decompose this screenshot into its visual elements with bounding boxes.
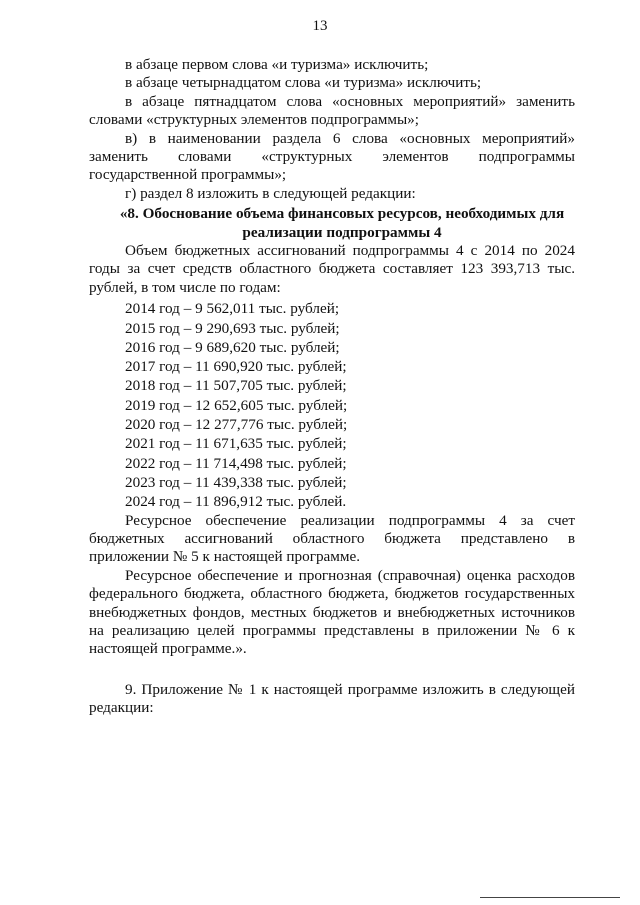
list-item: 2020 год – 12 277,776 тыс. рублей; [125,416,348,434]
section-heading: «8. Обоснование объема финансовых ресурсов, необходимых для реализации подпрограммы 4 [119,205,565,241]
resource-paragraph-2: Ресурсное обеспечение и прогнозная (справочная) оценка расходов федерального бюджета, областного бюджета, бюджетов государственных внебюджетных фондов, местных бюджетов и внебюджетных источников на реализацию целей программы представлены в приложении № 6 к настоящей программе.». [89,566,575,658]
list-item: 2014 год – 9 562,011 тыс. рублей; [125,300,340,318]
resource-paragraph-1: Ресурсное обеспечение реализации подпрограммы 4 за счет бюджетных ассигнований областного бюджета представлено в приложении № 5 к настоящей программе. [89,511,575,566]
list-item: 2021 год – 11 671,635 тыс. рублей; [125,435,347,453]
page-number: 13 [312,18,328,34]
intro-paragraph-3: в абзаце пятнадцатом слова «основных мероприятий» заменить словами «структурных элементов подпрограммы»; [89,92,575,129]
intro-paragraph-5: г) раздел 8 изложить в следующей редакции: [125,184,416,202]
list-item: 2023 год – 11 439,338 тыс. рублей; [125,473,347,491]
spacer [89,659,575,681]
list-item: 2016 год – 9 689,620 тыс. рублей; [125,338,340,356]
intro-paragraph-1: в абзаце первом слова «и туризма» исключить; [125,56,429,73]
yearly-funding-list [89,299,575,511]
intro-paragraph-2: в абзаце четырнадцатом слова «и туризма» исключить; [125,74,482,92]
volume-paragraph: Объем бюджетных ассигнований подпрограммы 4 с 2014 по 2024 годы за счет средств областного бюджета составляет 123 393,713 тыс. рублей, в том числе по годам: [89,242,575,296]
list-item: 2015 год – 9 290,693 тыс. рублей; [125,319,340,337]
list-item: 2018 год – 11 507,705 тыс. рублей; [125,377,347,395]
footer-divider [480,897,620,898]
list-item: 2022 год – 11 714,498 тыс. рублей; [125,454,347,472]
list-item: 2024 год – 11 896,912 тыс. рублей. [125,493,347,511]
intro-paragraph-4: в) в наименовании раздела 6 слова «основных мероприятий» заменить словами «структурных элементов подпрограммы государственной программы»; [89,129,575,184]
document-body [89,56,575,718]
list-item: 2017 год – 11 690,920 тыс. рублей; [125,358,347,376]
item-9-paragraph: 9. Приложение № 1 к настоящей программе изложить в следующей редакции: [89,680,575,717]
list-item: 2019 год – 12 652,605 тыс. рублей; [125,396,348,414]
